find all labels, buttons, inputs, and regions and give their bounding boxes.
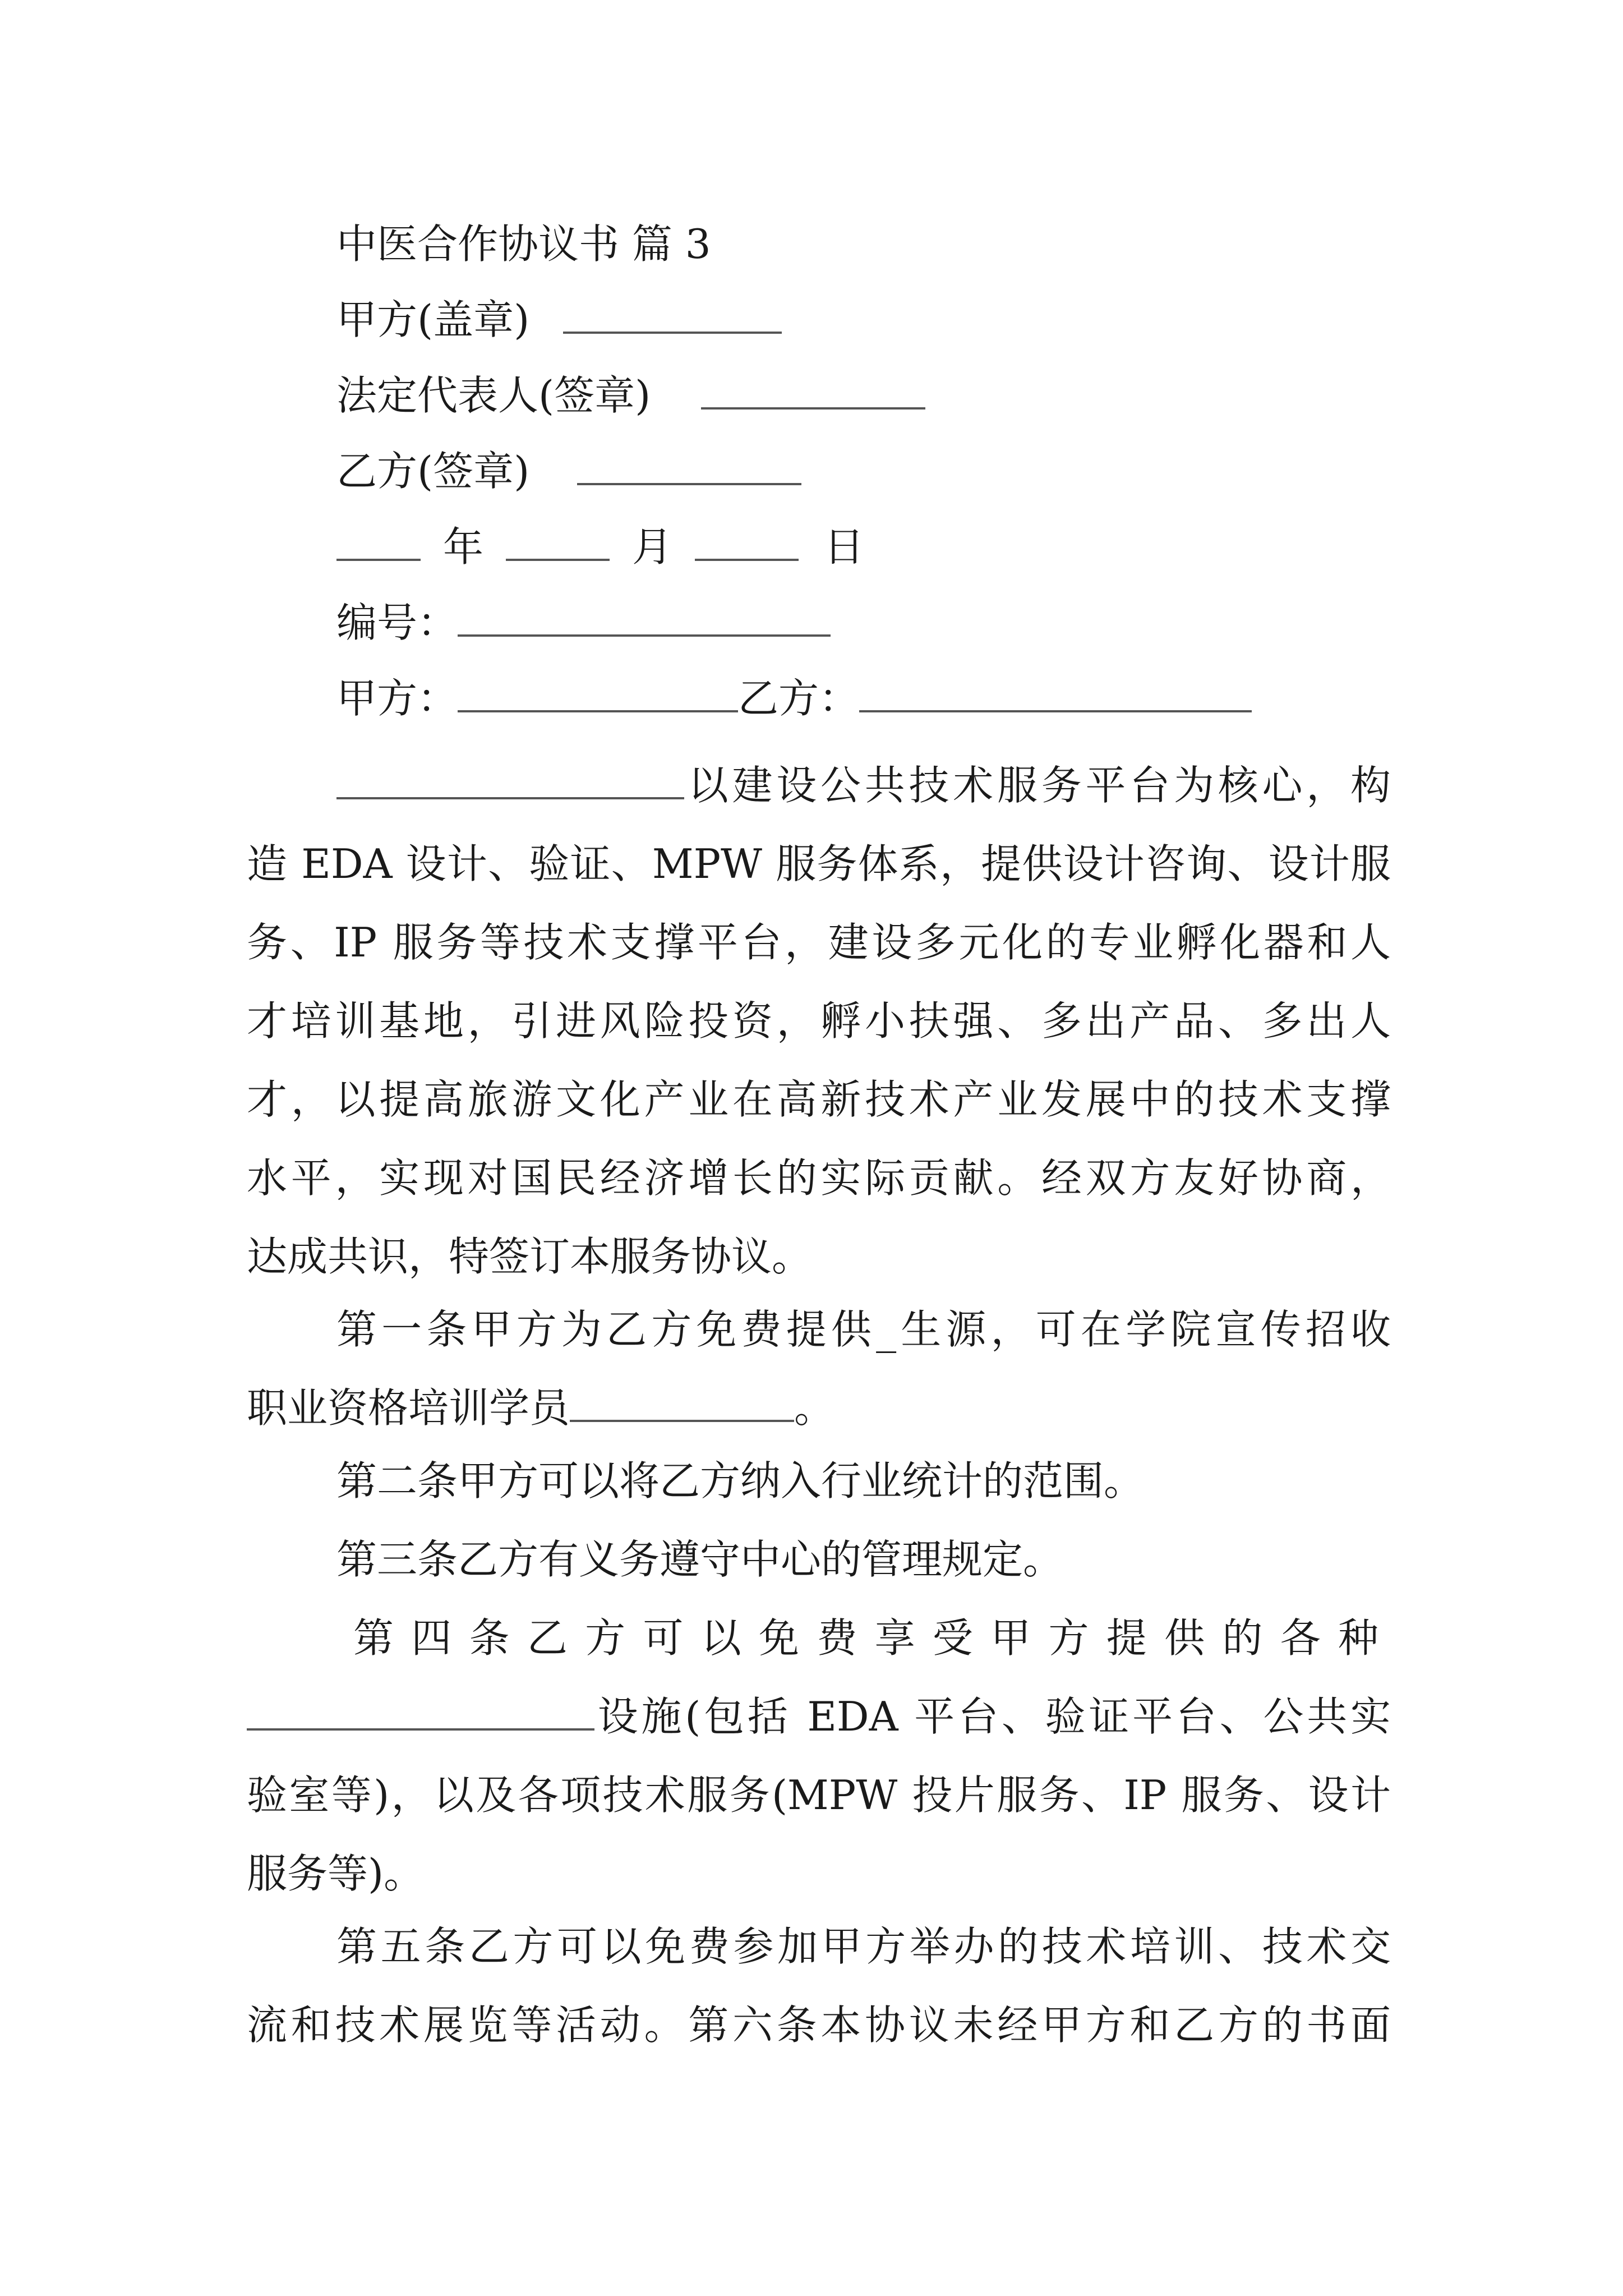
date-row: 年 月 日 bbox=[336, 519, 864, 575]
article-2: 第二条甲方可以将乙方纳入行业统计的范围。 bbox=[336, 1457, 1145, 1504]
article-1: 第一条甲方为乙方免费提供_生源，可在学院宣传招收 职业资格培训学员 。 bbox=[247, 1306, 1391, 1432]
article-4-blank bbox=[247, 1689, 594, 1731]
party-b-name-blank bbox=[859, 671, 1252, 712]
legal-rep-blank bbox=[701, 368, 925, 409]
party-a-seal-row: 甲方(盖章) bbox=[336, 292, 782, 348]
party-b-seal-row: 乙方(签章) bbox=[336, 443, 801, 499]
party-a-name-blank bbox=[458, 671, 738, 712]
article-3: 第三条乙方有义务遵守中心的管理规定。 bbox=[336, 1536, 1064, 1583]
party-a-seal-blank bbox=[563, 292, 782, 334]
article-1-blank bbox=[570, 1381, 794, 1422]
number-blank bbox=[458, 595, 831, 637]
parties-row: 甲方： 乙方： bbox=[336, 670, 1252, 726]
intro-paragraph: 以建设公共技术服务平台为核心，构 造 EDA 设计、验证、MPW 服务体系，提供设计咨询、设计服 务、IP 服务等技术支撑平台，建设多元化的专业孵化器和人 才培训基地，引进风险投资，孵小扶强、多出产品、多出人 才，以提高旅游文化产业在高新技术产业发展中的技术支撑 水平，实现对国民经济增长的实际贡献。经双方友好协商， 达成共识，特签订本服务协议。 bbox=[247, 746, 1391, 1296]
intro-blank bbox=[336, 758, 684, 799]
day-blank bbox=[695, 519, 799, 561]
article-5: 第五条乙方可以免费参加甲方举办的技术培训、技术交 流和技术展览等活动。第六条本协议未经甲方和乙方的书面 bbox=[247, 1923, 1391, 2049]
party-b-seal-blank bbox=[577, 444, 801, 485]
legal-rep-row: 法定代表人(签章) bbox=[336, 367, 925, 424]
article-4: 第四条乙方可以免费享受甲方提供的各种 设施(包括 EDA 平台、验证平台、公共实 验室等)，以及各项技术服务(MPW 投片服务、IP 服务、设计 服务等)。 bbox=[247, 1614, 1391, 1897]
year-blank bbox=[336, 519, 421, 561]
document-title: 中医合作协议书 篇 3 bbox=[336, 220, 711, 268]
number-row: 编号： bbox=[336, 595, 831, 651]
month-blank bbox=[506, 519, 610, 561]
